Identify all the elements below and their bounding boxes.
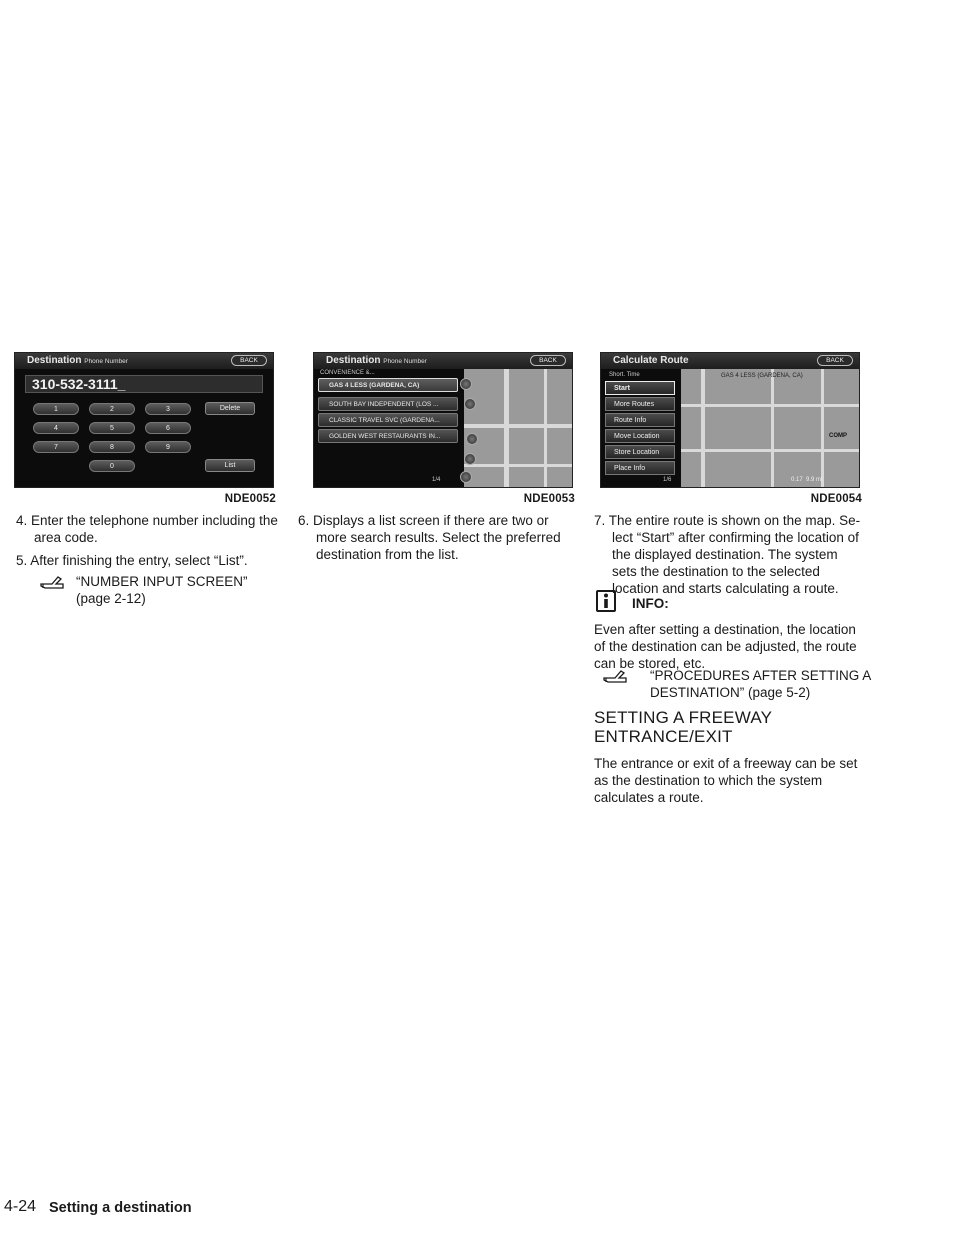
info-label: INFO: xyxy=(632,596,669,611)
page-indicator: 1/6 xyxy=(663,477,672,483)
menu-place-info: Place Info xyxy=(605,461,675,475)
page-number: 4-24 xyxy=(4,1198,37,1215)
delete-button: Delete xyxy=(205,402,255,415)
step-5: 5. After finishing the entry, select “List”. xyxy=(16,553,248,568)
back-button: BACK xyxy=(231,355,267,366)
key-9: 9 xyxy=(145,441,191,453)
phone-number-screen-image xyxy=(14,352,274,488)
key-4: 4 xyxy=(33,422,79,434)
destination-label: GAS 4 LESS (GARDENA, CA) xyxy=(721,373,803,379)
menu-more-routes: More Routes xyxy=(605,397,675,411)
section-body: The entrance or exit of a freeway can be set as the destination to which the system calculates a route. xyxy=(594,756,858,805)
screen-title: Destination xyxy=(326,355,381,366)
search-results-screen-image xyxy=(313,352,573,488)
result-row: CLASSIC TRAVEL SVC (GARDENA... xyxy=(318,413,458,427)
screen-title: Calculate Route xyxy=(613,355,689,366)
section-title: Setting a destination xyxy=(49,1200,192,1216)
map-view xyxy=(464,369,573,488)
reference-hand-icon xyxy=(40,572,64,590)
menu-store-location: Store Location xyxy=(605,445,675,459)
scroll-button xyxy=(460,378,472,390)
key-3: 3 xyxy=(145,403,191,415)
reference-number-input: “NUMBER INPUT SCREEN” xyxy=(76,574,248,589)
screen-title: Destination xyxy=(27,355,82,366)
screen-subtitle: Phone Number xyxy=(84,358,128,365)
back-button: BACK xyxy=(817,355,853,366)
scroll-button xyxy=(466,433,478,445)
compass-label: COMP xyxy=(829,433,847,439)
step-7: 7. The entire route is shown on the map. Se- lect “Start” after confirming the location of the displayed destination. The system sets the destination to the selected location and starts calculating a route. xyxy=(594,513,861,596)
page-indicator: 1/4 xyxy=(432,477,441,483)
screen-subtitle: Phone Number xyxy=(383,358,427,365)
key-7: 7 xyxy=(33,441,79,453)
step-6: 6. Displays a list screen if there are two or more search results. Select the preferred destination from the list. xyxy=(298,513,561,562)
scroll-button xyxy=(464,398,476,410)
category-label: CONVENIENCE &... xyxy=(320,370,375,376)
info-icon xyxy=(596,590,616,612)
title-bar xyxy=(314,353,572,369)
section-heading: SETTING A FREEWAY ENTRANCE/EXIT xyxy=(594,708,773,746)
menu-move-location: Move Location xyxy=(605,429,675,443)
info-text: Even after setting a destination, the location of the destination can be adjusted, the route can be stored, etc. xyxy=(594,622,857,671)
result-row: GOLDEN WEST RESTAURANTS IN... xyxy=(318,429,458,443)
result-row: SOUTH BAY INDEPENDENT (LOS ... xyxy=(318,397,458,411)
title-bar xyxy=(15,353,273,369)
route-map xyxy=(681,369,860,488)
menu-route-info: Route Info xyxy=(605,413,675,427)
key-1: 1 xyxy=(33,403,79,415)
key-6: 6 xyxy=(145,422,191,434)
result-row: GAS 4 LESS (GARDENA, CA) xyxy=(318,378,458,392)
key-8: 8 xyxy=(89,441,135,453)
route-mode: Short. Time xyxy=(609,372,640,378)
scroll-button xyxy=(464,453,476,465)
key-5: 5 xyxy=(89,422,135,434)
reference-procedures: “PROCEDURES AFTER SETTING A xyxy=(650,668,872,683)
calculate-route-screen-image xyxy=(600,352,860,488)
title-bar xyxy=(601,353,859,369)
reference-procedures-page: DESTINATION” (page 5-2) xyxy=(650,685,811,700)
phone-number-field: 310-532-3111_ xyxy=(25,375,263,393)
list-button: List xyxy=(205,459,255,472)
scroll-button xyxy=(460,471,472,483)
figure-caption: NDE0052 xyxy=(224,493,276,505)
step-4: 4. Enter the telephone number including the area code. xyxy=(16,513,278,545)
reference-page: (page 2-12) xyxy=(76,591,146,606)
menu-start: Start xyxy=(605,381,675,395)
key-0: 0 xyxy=(89,460,135,472)
distance-readout: 0.17 9.9 mi xyxy=(791,477,823,483)
key-2: 2 xyxy=(89,403,135,415)
figure-caption: NDE0053 xyxy=(523,493,575,505)
back-button: BACK xyxy=(530,355,566,366)
reference-hand-icon xyxy=(603,666,627,684)
figure-caption: NDE0054 xyxy=(810,493,862,505)
